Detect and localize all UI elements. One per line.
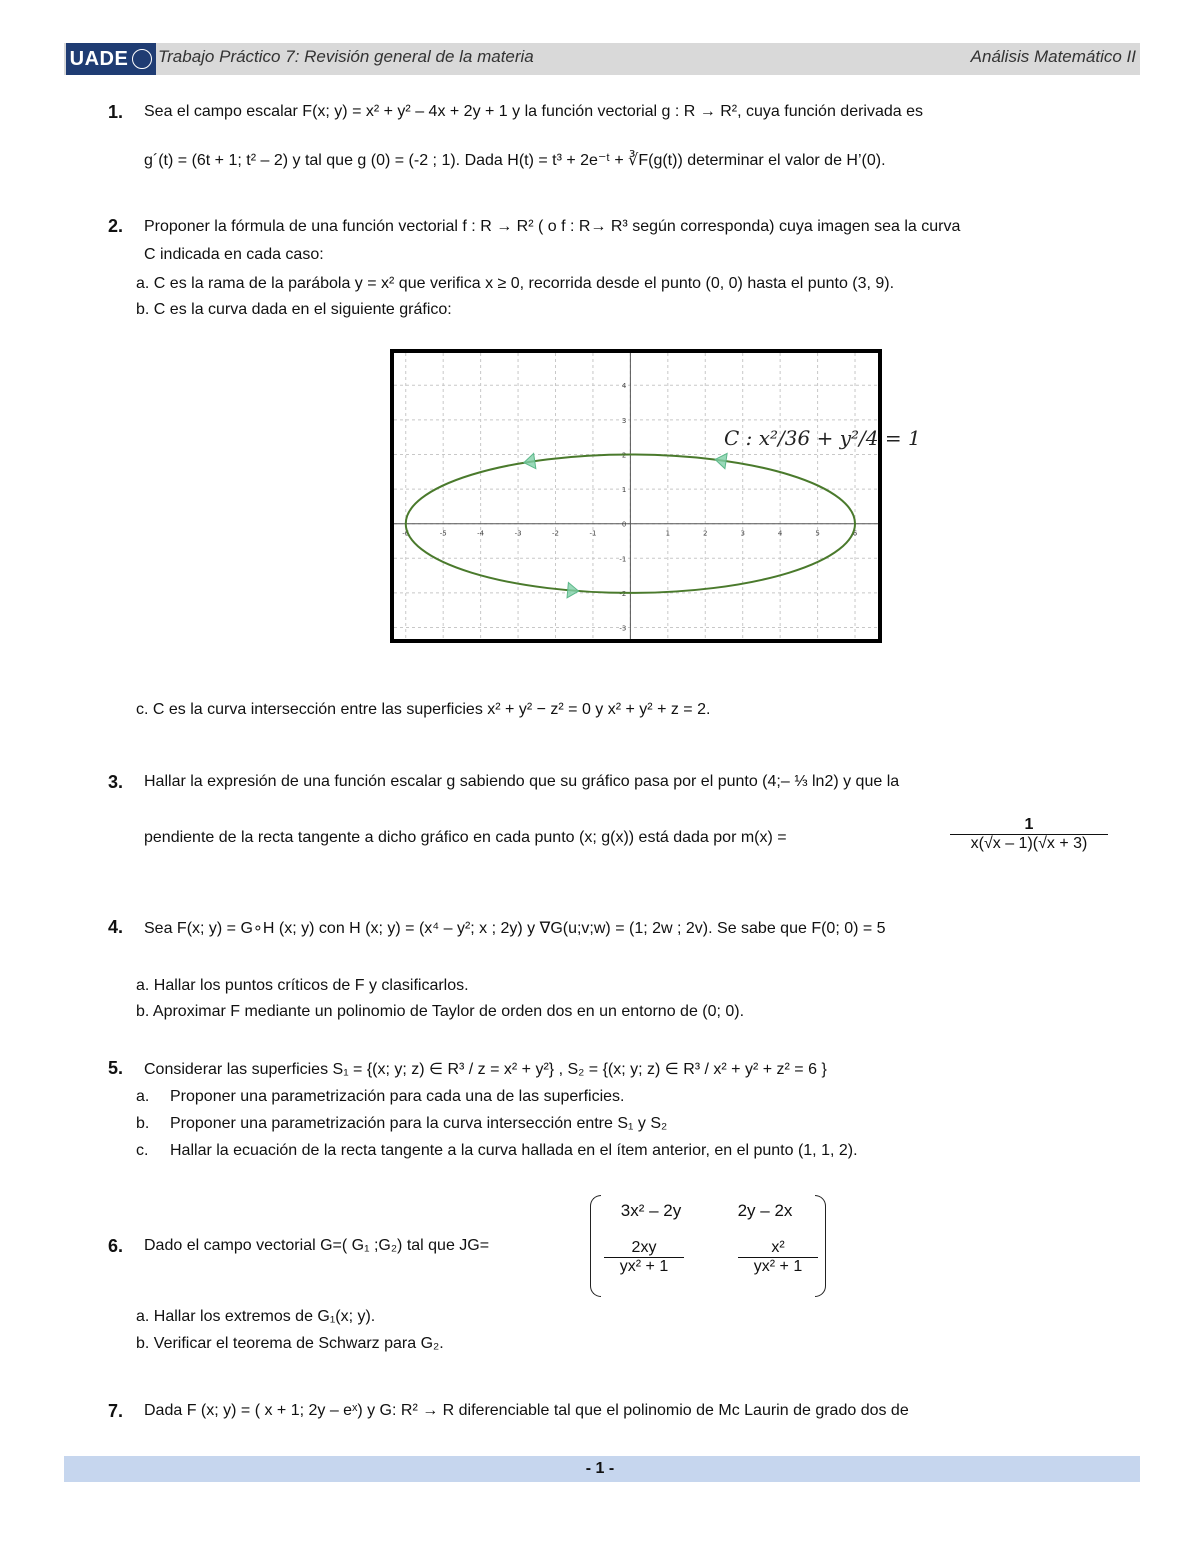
- exercise-1-line-2: g´(t) = (6t + 1; t² – 2) y tal que g (0) = (-2 ; 1). Dada H(t) = t³ + 2e⁻ᵗ + ∛F(g(t)) determinar el valor de H’(0).: [144, 152, 886, 169]
- x-tick-label: 1: [665, 529, 671, 538]
- document-title: Trabajo Práctico 7: Revisión general de la materia: [158, 47, 534, 66]
- exercise-4-line-1: Sea F(x; y) = G∘H (x; y) con H (x; y) = (x⁴ – y²; x ; 2y) y ∇G(u;v;w) = (1; 2w ; 2v). Se sabe que F(0; 0) = 5: [144, 920, 886, 937]
- slope-fraction: [950, 816, 1108, 853]
- subject-title: Análisis Matemático II: [970, 47, 1136, 66]
- x-tick-label: 4: [777, 529, 783, 538]
- exercise-6-item-a: a. Hallar los extremos de G₁(x; y).: [136, 1308, 376, 1325]
- seal-icon: [132, 49, 152, 69]
- exercise-7-number: 7.: [108, 1401, 124, 1421]
- ellipse-chart: [394, 353, 921, 639]
- exercise-2-item-b: b. C es la curva dada en el siguiente gráfico:: [136, 301, 452, 318]
- y-tick-label: -1: [619, 555, 627, 564]
- exercise-4-number: 4.: [108, 917, 124, 937]
- jacobian-matrix: [590, 1195, 826, 1295]
- exercise-5-item-c: Hallar la ecuación de la recta tangente a la curva hallada en el ítem anterior, en el punto (1, 1, 2).: [170, 1142, 858, 1159]
- matrix-cell-11: 3x² – 2y: [620, 1201, 682, 1220]
- exercise-1-line-1: Sea el campo escalar F(x; y) = x² + y² – 4x + 2y + 1 y la función vectorial g : R → R², cuya función derivada es: [144, 103, 924, 120]
- matrix-cell-22-num: x²: [771, 1239, 785, 1256]
- x-tick-label: -2: [552, 529, 559, 538]
- y-tick-label: 0: [621, 520, 627, 529]
- matrix-left-bracket: [590, 1195, 601, 1297]
- matrix-cell-22-den: yx² + 1: [738, 1257, 818, 1276]
- y-tick-label: 3: [621, 416, 627, 425]
- curve-equation-label: C : x²/36 + y²/4 = 1: [724, 426, 921, 450]
- exercise-5-b-label: b.: [136, 1115, 150, 1132]
- exercise-2-item-c: c. C es la curva intersección entre las superficies x² + y² − z² = 0 y x² + y² + z = 2.: [136, 701, 711, 718]
- y-tick-label: -3: [619, 624, 627, 633]
- x-tick-label: -6: [402, 529, 410, 538]
- exercise-4-item-b: b. Aproximar F mediante un polinomio de Taylor de orden dos en un entorno de (0; 0).: [136, 1003, 745, 1020]
- y-tick-label: -2: [619, 589, 627, 598]
- matrix-cell-22: [738, 1239, 818, 1276]
- exercise-6-number: 6.: [108, 1236, 124, 1256]
- x-tick-label: -1: [589, 529, 597, 538]
- y-tick-label: 2: [621, 451, 627, 460]
- exercise-3-line-1: Hallar la expresión de una función escalar g sabiendo que su gráfico pasa por el punto (4;– ⅓ ln2) y que la: [144, 773, 900, 790]
- exercise-2-number: 2.: [108, 216, 124, 236]
- x-tick-label: 5: [815, 529, 820, 538]
- matrix-cell-12: 2y – 2x: [737, 1201, 793, 1220]
- page-number: - 1 -: [585, 1460, 615, 1477]
- x-tick-label: 6: [852, 529, 858, 538]
- exercise-3-line-2: pendiente de la recta tangente a dicho gráfico en cada punto (x; g(x)) está dada por m(x) =: [144, 829, 787, 846]
- logo-text: UADE: [69, 47, 129, 70]
- matrix-cell-21: [604, 1239, 684, 1276]
- y-tick-label: 4: [621, 382, 627, 391]
- exercise-5-line-1: Considerar las superficies S₁ = {(x; y; z) ∈ R³ / z = x² + y²} , S₂ = {(x; y; z) ∈ R³ / x² + y² + z² = 6 }: [144, 1061, 827, 1078]
- exercise-5-a-label: a.: [136, 1088, 150, 1105]
- exercise-2-item-a: a. C es la rama de la parábola y = x² que verifica x ≥ 0, recorrida desde el punto (0, 0) hasta el punto (3, 9).: [136, 275, 895, 292]
- slope-denominator: x(√x – 1)(√x + 3): [950, 834, 1108, 853]
- exercise-5-item-a: Proponer una parametrización para cada una de las superficies.: [170, 1088, 625, 1105]
- exercise-5-c-label: c.: [136, 1142, 149, 1159]
- exercise-2-line-1: Proponer la fórmula de una función vectorial f : R → R² ( o f : R→ R³ según corresponda) cuya imagen sea la curva: [144, 218, 961, 235]
- exercise-4-item-a: a. Hallar los puntos críticos de F y clasificarlos.: [136, 977, 469, 994]
- exercise-2-line-2: C indicada en cada caso:: [144, 246, 324, 263]
- exercise-3-number: 3.: [108, 772, 124, 792]
- exercise-5-item-b: Proponer una parametrización para la curva intersección entre S₁ y S₂: [170, 1115, 668, 1132]
- exercise-5-number: 5.: [108, 1058, 124, 1078]
- matrix-cell-21-den: yx² + 1: [604, 1257, 684, 1276]
- matrix-cell-21-num: 2xy: [631, 1239, 657, 1256]
- slope-numerator: 1: [1024, 816, 1034, 833]
- direction-arrow: [567, 583, 579, 598]
- exercise-1-number: 1.: [108, 102, 124, 122]
- uade-logo: [66, 43, 156, 75]
- exercise-6-line-1: Dado el campo vectorial G=( G₁ ;G₂) tal que JG=: [144, 1237, 490, 1254]
- direction-arrow: [524, 453, 536, 468]
- x-tick-label: -3: [514, 529, 522, 538]
- y-tick-label: 1: [621, 486, 627, 495]
- x-tick-label: 2: [703, 529, 708, 538]
- exercise-6-item-b: b. Verificar el teorema de Schwarz para G₂.: [136, 1335, 444, 1352]
- x-tick-label: 3: [740, 529, 745, 538]
- x-tick-label: -5: [439, 529, 447, 538]
- direction-arrow: [715, 453, 727, 468]
- x-tick-label: -4: [477, 529, 485, 538]
- ellipse-graph: [390, 349, 921, 643]
- exercise-7-line-1: Dada F (x; y) = ( x + 1; 2y – eˣ) y G: R² → R diferenciable tal que el polinomio de Mc Laurin de grado dos de: [144, 1402, 909, 1419]
